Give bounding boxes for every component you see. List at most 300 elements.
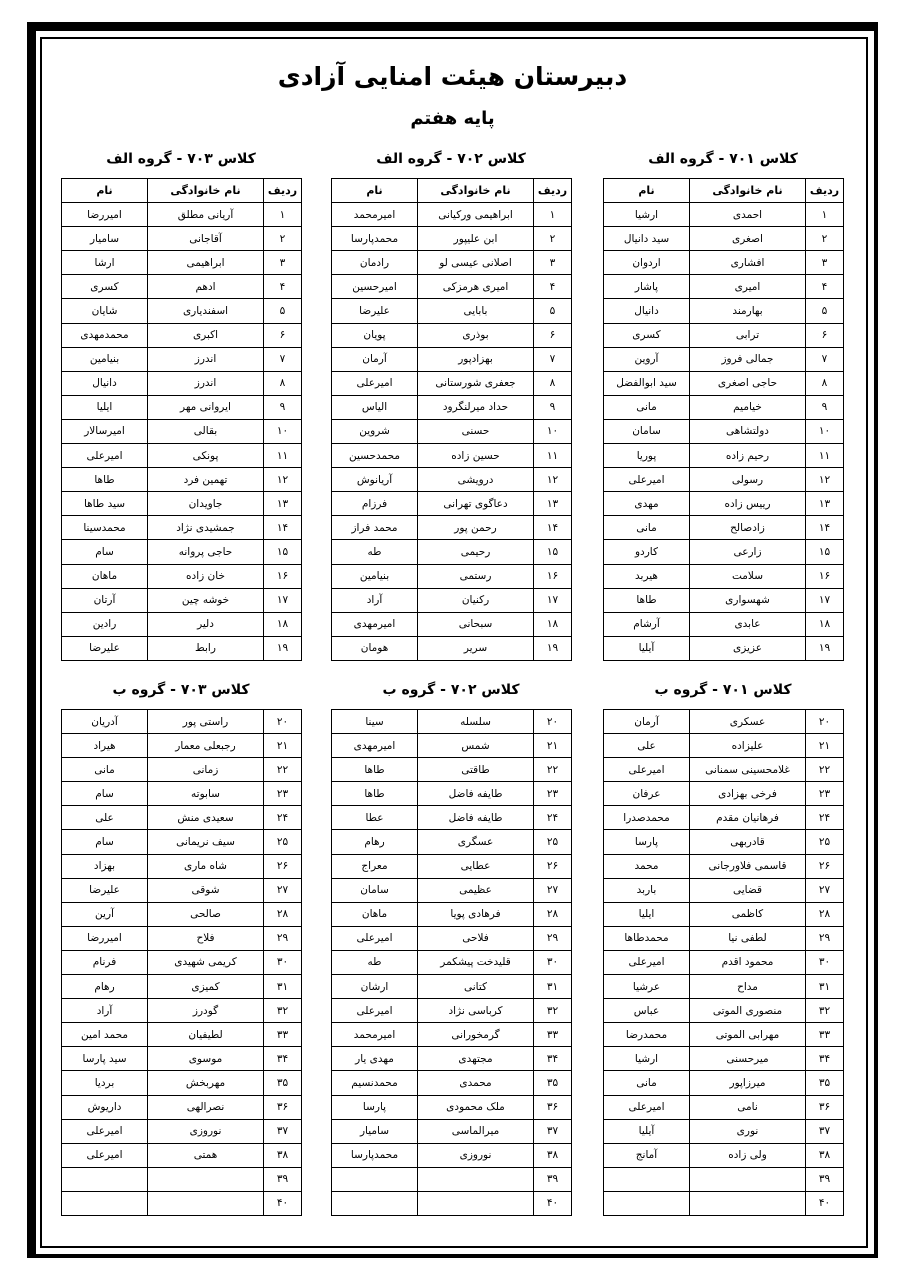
header-first-name: نام bbox=[62, 179, 148, 203]
first-name: سامان bbox=[604, 419, 690, 443]
row-number: ۳۵ bbox=[534, 1071, 572, 1095]
table-row bbox=[604, 999, 844, 1023]
table-row bbox=[332, 203, 572, 227]
table-row bbox=[62, 999, 302, 1023]
last-name: مهرابی الموتی bbox=[690, 1023, 806, 1047]
table-row bbox=[332, 299, 572, 323]
row-number: ۲۳ bbox=[264, 782, 302, 806]
table-row bbox=[62, 371, 302, 395]
table-row bbox=[62, 734, 302, 758]
row-number: ۵ bbox=[264, 299, 302, 323]
row-number: ۱۸ bbox=[806, 612, 844, 636]
first-name: آریانوش bbox=[332, 468, 418, 492]
table-row bbox=[62, 275, 302, 299]
last-name: شاه ماری bbox=[148, 854, 264, 878]
last-name: سریر bbox=[418, 636, 534, 660]
table-row bbox=[62, 1071, 302, 1095]
table-row bbox=[62, 347, 302, 371]
row-number: ۱۲ bbox=[264, 468, 302, 492]
row-number: ۴ bbox=[264, 275, 302, 299]
class-title: کلاس ۷۰۱ - گروه ب bbox=[654, 682, 792, 698]
first-name: ارشا bbox=[62, 251, 148, 275]
row-number: ۳۱ bbox=[534, 975, 572, 999]
table-row bbox=[604, 1047, 844, 1071]
last-name: رییس زاده bbox=[690, 492, 806, 516]
table-row bbox=[332, 371, 572, 395]
table-row bbox=[62, 203, 302, 227]
last-name: جعفری شورستانی bbox=[418, 371, 534, 395]
row-number: ۱۱ bbox=[534, 444, 572, 468]
row-number: ۱۶ bbox=[264, 564, 302, 588]
table-row bbox=[62, 1119, 302, 1143]
first-name: سید دانیال bbox=[604, 227, 690, 251]
first-name: امیرعلی bbox=[604, 758, 690, 782]
table-row bbox=[62, 419, 302, 443]
first-name: رادین bbox=[62, 612, 148, 636]
first-name: بنیامین bbox=[62, 347, 148, 371]
table-row bbox=[604, 468, 844, 492]
last-name: بقالی bbox=[148, 419, 264, 443]
first-name: سید طاها bbox=[62, 492, 148, 516]
last-name: ولی زاده bbox=[690, 1143, 806, 1167]
first-name: علی bbox=[604, 734, 690, 758]
row-number: ۳۸ bbox=[806, 1143, 844, 1167]
first-name: سام bbox=[62, 830, 148, 854]
row-number: ۱۷ bbox=[264, 588, 302, 612]
last-name: طاقتی bbox=[418, 758, 534, 782]
row-number: ۱۵ bbox=[806, 540, 844, 564]
last-name: قادربهی bbox=[690, 830, 806, 854]
first-name: مانی bbox=[604, 516, 690, 540]
row-number: ۲۸ bbox=[806, 902, 844, 926]
row-number: ۱۰ bbox=[806, 419, 844, 443]
row-number: ۱۳ bbox=[806, 492, 844, 516]
row-number: ۶ bbox=[534, 323, 572, 347]
grade-subtitle: پایه هفتم bbox=[410, 108, 495, 129]
row-number: ۱۹ bbox=[806, 636, 844, 660]
first-name: آمانج bbox=[604, 1143, 690, 1167]
first-name: امیرحسین bbox=[332, 275, 418, 299]
last-name: رستمی bbox=[418, 564, 534, 588]
row-number: ۳۶ bbox=[534, 1095, 572, 1119]
first-name: محمدمهدی bbox=[62, 323, 148, 347]
last-name: جاویدان bbox=[148, 492, 264, 516]
row-number: ۳۶ bbox=[806, 1095, 844, 1119]
last-name: رکنیان bbox=[418, 588, 534, 612]
first-name: طه bbox=[332, 950, 418, 974]
table-row bbox=[62, 540, 302, 564]
last-name: زادصالح bbox=[690, 516, 806, 540]
last-name: محمدی bbox=[418, 1071, 534, 1095]
table-row bbox=[332, 950, 572, 974]
last-name: فلاح bbox=[148, 926, 264, 950]
last-name: اسفندیاری bbox=[148, 299, 264, 323]
first-name: ارشیا bbox=[604, 1047, 690, 1071]
table-row bbox=[332, 734, 572, 758]
row-number: ۳۵ bbox=[806, 1071, 844, 1095]
first-name: مانی bbox=[62, 758, 148, 782]
last-name: امیری bbox=[690, 275, 806, 299]
last-name: ادهم bbox=[148, 275, 264, 299]
row-number: ۷ bbox=[534, 347, 572, 371]
last-name: گرمخورانی bbox=[418, 1023, 534, 1047]
last-name: مهربخش bbox=[148, 1071, 264, 1095]
first-name: آیلیا bbox=[604, 1119, 690, 1143]
first-name: عباس bbox=[604, 999, 690, 1023]
table-row bbox=[332, 251, 572, 275]
last-name: عابدی bbox=[690, 612, 806, 636]
last-name: خان زاده bbox=[148, 564, 264, 588]
row-number: ۷ bbox=[264, 347, 302, 371]
last-name: رسولی bbox=[690, 468, 806, 492]
table-row bbox=[62, 926, 302, 950]
row-number: ۲۳ bbox=[806, 782, 844, 806]
table-row bbox=[604, 1071, 844, 1095]
first-name: هیربد bbox=[604, 564, 690, 588]
row-number: ۳۲ bbox=[264, 999, 302, 1023]
table-row bbox=[62, 227, 302, 251]
table-row bbox=[332, 854, 572, 878]
table-row bbox=[62, 854, 302, 878]
last-name: ابراهیمی ورکیانی bbox=[418, 203, 534, 227]
row-number: ۳۹ bbox=[264, 1167, 302, 1191]
row-number: ۳۲ bbox=[534, 999, 572, 1023]
first-name: امیرعلی bbox=[604, 1095, 690, 1119]
first-name: سید پارسا bbox=[62, 1047, 148, 1071]
table-row bbox=[332, 926, 572, 950]
table-row bbox=[332, 806, 572, 830]
first-name: محمدرضا bbox=[604, 1023, 690, 1047]
table-row bbox=[332, 1191, 572, 1215]
last-name: احمدی bbox=[690, 203, 806, 227]
first-name: سام bbox=[62, 540, 148, 564]
first-name: پارسا bbox=[332, 1095, 418, 1119]
row-number: ۷ bbox=[806, 347, 844, 371]
table-row bbox=[332, 492, 572, 516]
header-first-name: نام bbox=[604, 179, 690, 203]
first-name: شروین bbox=[332, 419, 418, 443]
first-name: محمدپارسا bbox=[332, 1143, 418, 1167]
class-title: کلاس ۷۰۲ - گروه ب bbox=[382, 682, 520, 698]
table-row bbox=[332, 1167, 572, 1191]
last-name: کریمی شهیدی bbox=[148, 950, 264, 974]
table-row bbox=[62, 636, 302, 660]
first-name: پارسا bbox=[604, 830, 690, 854]
table-row bbox=[332, 323, 572, 347]
table-row bbox=[332, 1047, 572, 1071]
first-name: رادمان bbox=[332, 251, 418, 275]
row-number: ۳۱ bbox=[806, 975, 844, 999]
last-name: درویشی bbox=[418, 468, 534, 492]
last-name: قاسمی فلاورجانی bbox=[690, 854, 806, 878]
table-row bbox=[62, 323, 302, 347]
row-number: ۱۸ bbox=[534, 612, 572, 636]
row-number: ۳۴ bbox=[534, 1047, 572, 1071]
last-name: کرباسی نژاد bbox=[418, 999, 534, 1023]
first-name: کسری bbox=[62, 275, 148, 299]
last-name: فرهانیان مقدم bbox=[690, 806, 806, 830]
first-name bbox=[62, 1191, 148, 1215]
school-title: دبیرستان هیئت امنایی آزادی bbox=[277, 62, 628, 91]
first-name: امیرسالار bbox=[62, 419, 148, 443]
first-name: شایان bbox=[62, 299, 148, 323]
table-row bbox=[332, 999, 572, 1023]
table-row bbox=[604, 564, 844, 588]
row-number: ۱۵ bbox=[534, 540, 572, 564]
table-row bbox=[62, 830, 302, 854]
table-row bbox=[332, 540, 572, 564]
table-row bbox=[62, 516, 302, 540]
first-name: کاردو bbox=[604, 540, 690, 564]
class-block-701B bbox=[603, 682, 843, 1216]
table-row bbox=[332, 468, 572, 492]
table-row bbox=[62, 564, 302, 588]
table-row bbox=[604, 902, 844, 926]
last-name: سیف نریمانی bbox=[148, 830, 264, 854]
last-name: بهزادپور bbox=[418, 347, 534, 371]
last-name: سعیدی منش bbox=[148, 806, 264, 830]
last-name: کمیزی bbox=[148, 975, 264, 999]
last-name: جمالی فروز bbox=[690, 347, 806, 371]
first-name: سامیار bbox=[62, 227, 148, 251]
row-number: ۱۵ bbox=[264, 540, 302, 564]
last-name: عزیزی bbox=[690, 636, 806, 660]
first-name: ارشیا bbox=[604, 203, 690, 227]
table-row bbox=[62, 395, 302, 419]
first-name: سامان bbox=[332, 878, 418, 902]
first-name: علی bbox=[62, 806, 148, 830]
table-row bbox=[62, 1023, 302, 1047]
first-name: آرشام bbox=[604, 612, 690, 636]
first-name: مانی bbox=[604, 395, 690, 419]
row-number: ۲ bbox=[264, 227, 302, 251]
last-name: آقاجانی bbox=[148, 227, 264, 251]
last-name: اندرز bbox=[148, 371, 264, 395]
first-name: امیرعلی bbox=[62, 1119, 148, 1143]
row-number: ۳۳ bbox=[264, 1023, 302, 1047]
row-number: ۱ bbox=[534, 203, 572, 227]
roster-table bbox=[603, 178, 844, 661]
last-name: میرحسنی bbox=[690, 1047, 806, 1071]
first-name: ماهان bbox=[62, 564, 148, 588]
row-number: ۱۶ bbox=[806, 564, 844, 588]
first-name: محمدطاها bbox=[604, 926, 690, 950]
row-number: ۲۱ bbox=[264, 734, 302, 758]
table-row bbox=[332, 395, 572, 419]
row-number: ۲۲ bbox=[806, 758, 844, 782]
last-name: ایروانی مهر bbox=[148, 395, 264, 419]
first-name: امیرمهدی bbox=[332, 612, 418, 636]
row-number: ۲۸ bbox=[264, 902, 302, 926]
roster-table bbox=[331, 178, 572, 661]
first-name: باربد bbox=[604, 878, 690, 902]
first-name: رهام bbox=[332, 830, 418, 854]
table-row bbox=[604, 636, 844, 660]
last-name: سابوته bbox=[148, 782, 264, 806]
row-number: ۲۴ bbox=[534, 806, 572, 830]
row-number: ۳۳ bbox=[806, 1023, 844, 1047]
table-row bbox=[332, 1023, 572, 1047]
row-number: ۱۳ bbox=[264, 492, 302, 516]
last-name: صالحی bbox=[148, 902, 264, 926]
row-number: ۹ bbox=[264, 395, 302, 419]
last-name: حسین زاده bbox=[418, 444, 534, 468]
last-name: سلسله bbox=[418, 710, 534, 734]
row-number: ۲۶ bbox=[264, 854, 302, 878]
last-name: علیزاده bbox=[690, 734, 806, 758]
last-name: فرهادی پویا bbox=[418, 902, 534, 926]
row-number: ۲۵ bbox=[534, 830, 572, 854]
table-header-row bbox=[332, 179, 572, 203]
row-number: ۸ bbox=[264, 371, 302, 395]
row-number: ۳۸ bbox=[264, 1143, 302, 1167]
row-number: ۱۶ bbox=[534, 564, 572, 588]
first-name: مهدی bbox=[604, 492, 690, 516]
row-number: ۸ bbox=[806, 371, 844, 395]
row-number: ۱۴ bbox=[264, 516, 302, 540]
last-name: بوذری bbox=[418, 323, 534, 347]
table-row bbox=[62, 1095, 302, 1119]
row-number: ۳۷ bbox=[534, 1119, 572, 1143]
last-name: اصغری bbox=[690, 227, 806, 251]
first-name: آیلیا bbox=[604, 636, 690, 660]
first-name: محمد bbox=[604, 854, 690, 878]
table-row bbox=[604, 1119, 844, 1143]
last-name: عظیمی bbox=[418, 878, 534, 902]
table-row bbox=[332, 1119, 572, 1143]
header-last-name: نام خانوادگی bbox=[690, 179, 806, 203]
last-name: آریانی مطلق bbox=[148, 203, 264, 227]
first-name: محمدحسین bbox=[332, 444, 418, 468]
last-name: همتی bbox=[148, 1143, 264, 1167]
last-name: مجتهدی bbox=[418, 1047, 534, 1071]
last-name: موسوی bbox=[148, 1047, 264, 1071]
first-name: طاها bbox=[62, 468, 148, 492]
row-number: ۱۱ bbox=[264, 444, 302, 468]
last-name: عطایی bbox=[418, 854, 534, 878]
table-row bbox=[62, 1143, 302, 1167]
last-name: زارعی bbox=[690, 540, 806, 564]
class-block-703A bbox=[61, 151, 301, 661]
table-row bbox=[604, 1191, 844, 1215]
last-name: نصرالهی bbox=[148, 1095, 264, 1119]
row-number: ۲ bbox=[806, 227, 844, 251]
last-name: نوروزی bbox=[148, 1119, 264, 1143]
last-name: اندرز bbox=[148, 347, 264, 371]
row-number: ۱۳ bbox=[534, 492, 572, 516]
row-number: ۵ bbox=[534, 299, 572, 323]
row-number: ۱۰ bbox=[534, 419, 572, 443]
first-name: علیرضا bbox=[62, 636, 148, 660]
row-number: ۳۰ bbox=[534, 950, 572, 974]
row-number: ۲۱ bbox=[534, 734, 572, 758]
last-name: رابط bbox=[148, 636, 264, 660]
table-row bbox=[332, 636, 572, 660]
row-number: ۲۸ bbox=[534, 902, 572, 926]
table-row bbox=[604, 612, 844, 636]
table-row bbox=[604, 1143, 844, 1167]
last-name: رحمن پور bbox=[418, 516, 534, 540]
table-row bbox=[604, 950, 844, 974]
last-name: تهمین فرد bbox=[148, 468, 264, 492]
table-row bbox=[62, 299, 302, 323]
table-row bbox=[604, 203, 844, 227]
table-row bbox=[62, 1191, 302, 1215]
table-row bbox=[604, 395, 844, 419]
first-name: عطا bbox=[332, 806, 418, 830]
row-number: ۳۶ bbox=[264, 1095, 302, 1119]
last-name bbox=[690, 1167, 806, 1191]
first-name: طاها bbox=[332, 782, 418, 806]
first-name: محمدپارسا bbox=[332, 227, 418, 251]
table-row bbox=[62, 444, 302, 468]
table-row bbox=[332, 516, 572, 540]
table-row bbox=[62, 492, 302, 516]
class-block-701A bbox=[603, 151, 843, 661]
last-name: سلامت bbox=[690, 564, 806, 588]
row-number: ۳۸ bbox=[534, 1143, 572, 1167]
first-name: عرفان bbox=[604, 782, 690, 806]
last-name: میرالماسی bbox=[418, 1119, 534, 1143]
table-row bbox=[604, 299, 844, 323]
row-number: ۳۰ bbox=[806, 950, 844, 974]
table-row bbox=[604, 371, 844, 395]
last-name: طایفه فاضل bbox=[418, 782, 534, 806]
class-title: کلاس ۷۰۱ - گروه الف bbox=[648, 151, 798, 167]
table-row bbox=[62, 758, 302, 782]
row-number: ۴ bbox=[534, 275, 572, 299]
table-row bbox=[62, 588, 302, 612]
last-name: دعاگوی تهرانی bbox=[418, 492, 534, 516]
row-number: ۲۴ bbox=[806, 806, 844, 830]
first-name: امیرعلی bbox=[332, 999, 418, 1023]
table-row bbox=[604, 710, 844, 734]
last-name: جمشیدی نژاد bbox=[148, 516, 264, 540]
roster-table bbox=[61, 178, 302, 661]
first-name: علیرضا bbox=[62, 878, 148, 902]
first-name bbox=[604, 1167, 690, 1191]
last-name: حاجی اصغری bbox=[690, 371, 806, 395]
row-number: ۲۰ bbox=[806, 710, 844, 734]
table-row bbox=[332, 975, 572, 999]
first-name: علیرضا bbox=[332, 299, 418, 323]
table-row bbox=[62, 468, 302, 492]
row-number: ۱۸ bbox=[264, 612, 302, 636]
last-name: خوشه چین bbox=[148, 588, 264, 612]
row-number: ۱۰ bbox=[264, 419, 302, 443]
table-row bbox=[62, 710, 302, 734]
first-name: محمدسینا bbox=[62, 516, 148, 540]
table-row bbox=[332, 612, 572, 636]
table-row bbox=[332, 275, 572, 299]
table-row bbox=[62, 782, 302, 806]
first-name: کسری bbox=[604, 323, 690, 347]
table-row bbox=[604, 275, 844, 299]
first-name: امیرعلی bbox=[604, 950, 690, 974]
last-name: میرزاپور bbox=[690, 1071, 806, 1095]
first-name: آدریان bbox=[62, 710, 148, 734]
first-name: ایلیا bbox=[604, 902, 690, 926]
last-name: فلاحی bbox=[418, 926, 534, 950]
class-block-702A bbox=[331, 151, 571, 661]
row-number: ۱۷ bbox=[806, 588, 844, 612]
table-row bbox=[604, 758, 844, 782]
table-row bbox=[604, 782, 844, 806]
first-name: معراج bbox=[332, 854, 418, 878]
row-number: ۲۰ bbox=[264, 710, 302, 734]
last-name: مداح bbox=[690, 975, 806, 999]
table-row bbox=[604, 347, 844, 371]
